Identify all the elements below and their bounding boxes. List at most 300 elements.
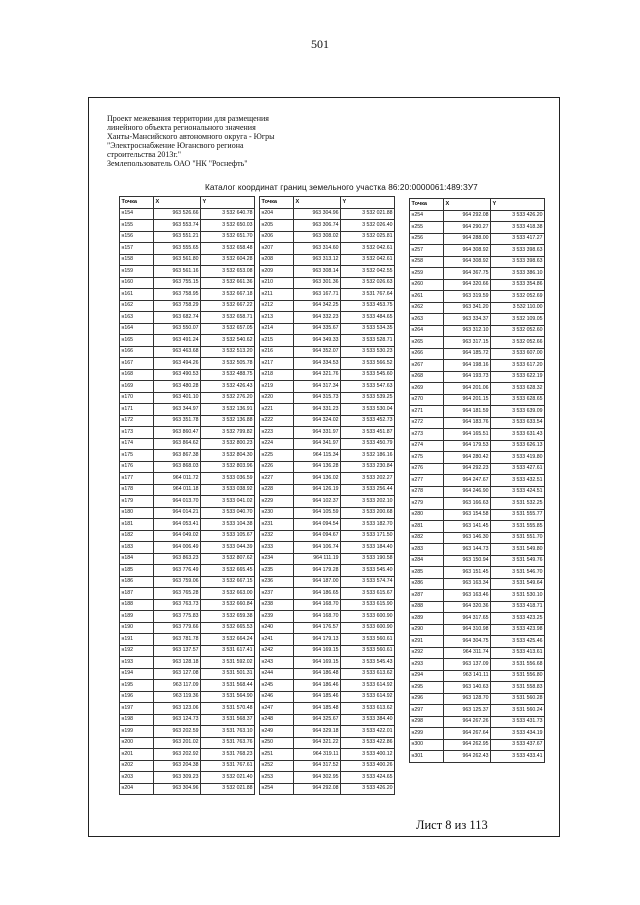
x-cell: 963 779.66 — [154, 622, 201, 634]
point-cell: н177 — [120, 473, 154, 485]
point-cell: н274 — [410, 440, 444, 452]
y-cell: 3 531 592.02 — [201, 657, 255, 669]
y-cell: 3 532 658.71 — [201, 312, 255, 324]
column-header: Y — [491, 199, 545, 211]
table-row — [260, 231, 395, 243]
point-cell: н254 — [260, 783, 294, 795]
table-row — [410, 394, 545, 406]
y-cell: 3 533 417.27 — [491, 233, 545, 245]
y-cell: 3 533 614.92 — [341, 680, 395, 692]
point-cell: н176 — [120, 461, 154, 473]
column-header: Y — [201, 197, 255, 209]
point-cell: н256 — [410, 233, 444, 245]
y-cell: 3 532 488.75 — [201, 369, 255, 381]
table-row — [260, 783, 395, 795]
x-cell: 964 332.23 — [294, 312, 341, 324]
x-cell: 963 308.02 — [294, 231, 341, 243]
point-cell: н192 — [120, 645, 154, 657]
x-cell: 963 344.97 — [154, 404, 201, 416]
point-cell: н227 — [260, 473, 294, 485]
y-cell: 3 532 665.45 — [201, 565, 255, 577]
point-cell: н170 — [120, 392, 154, 404]
y-cell: 3 532 804.30 — [201, 450, 255, 462]
point-cell: н267 — [410, 360, 444, 372]
table-row — [410, 337, 545, 349]
y-cell: 3 533 534.35 — [341, 323, 395, 335]
table-row — [260, 737, 395, 749]
table-row — [410, 705, 545, 717]
table-row — [120, 335, 255, 347]
x-cell: 964 179.13 — [294, 634, 341, 646]
point-cell: н161 — [120, 289, 154, 301]
y-cell: 3 533 613.62 — [341, 703, 395, 715]
table-row — [120, 622, 255, 634]
x-cell: 963 758.29 — [154, 300, 201, 312]
point-cell: н218 — [260, 369, 294, 381]
y-cell: 3 532 659.38 — [201, 611, 255, 623]
table-header-row — [120, 197, 255, 209]
table-row — [410, 291, 545, 303]
point-cell: н189 — [120, 611, 154, 623]
point-cell: н179 — [120, 496, 154, 508]
table-row — [260, 346, 395, 358]
table-row — [410, 417, 545, 429]
y-cell: 3 532 025.81 — [341, 231, 395, 243]
x-cell: 964 310.98 — [444, 624, 491, 636]
y-cell: 3 533 419.80 — [491, 452, 545, 464]
x-cell: 964 094.67 — [294, 530, 341, 542]
point-cell: н264 — [410, 325, 444, 337]
point-cell: н268 — [410, 371, 444, 383]
table-row — [260, 450, 395, 462]
point-cell: н162 — [120, 300, 154, 312]
x-cell: 964 321.76 — [294, 369, 341, 381]
point-cell: н171 — [120, 404, 154, 416]
x-cell: 963 146.30 — [444, 532, 491, 544]
y-cell: 3 532 799.82 — [201, 427, 255, 439]
y-cell: 3 533 426.20 — [341, 783, 395, 795]
x-cell: 964 183.76 — [444, 417, 491, 429]
point-cell: н253 — [260, 772, 294, 784]
point-cell: н217 — [260, 358, 294, 370]
point-cell: н265 — [410, 337, 444, 349]
table-row — [120, 346, 255, 358]
table-row — [410, 601, 545, 613]
x-cell: 964 011.18 — [154, 484, 201, 496]
y-cell: 3 533 427.61 — [491, 463, 545, 475]
point-cell: н241 — [260, 634, 294, 646]
y-cell: 3 533 530.23 — [341, 346, 395, 358]
point-cell: н198 — [120, 714, 154, 726]
x-cell: 963 868.03 — [154, 461, 201, 473]
x-cell: 964 341.97 — [294, 438, 341, 450]
point-cell: н207 — [260, 243, 294, 255]
point-cell: н283 — [410, 544, 444, 556]
y-cell: 3 532 021.40 — [201, 772, 255, 784]
x-cell: 963 553.74 — [154, 220, 201, 232]
x-cell: 964 049.02 — [154, 530, 201, 542]
x-cell: 963 117.09 — [154, 680, 201, 692]
table-row — [410, 567, 545, 579]
table-row — [260, 588, 395, 600]
point-cell: н258 — [410, 256, 444, 268]
table-row — [120, 484, 255, 496]
point-cell: н230 — [260, 507, 294, 519]
y-cell: 3 533 639.09 — [491, 406, 545, 418]
y-cell: 3 531 564.90 — [201, 691, 255, 703]
point-cell: н280 — [410, 509, 444, 521]
table-row — [410, 751, 545, 763]
x-cell: 964 311.74 — [444, 647, 491, 659]
table-row — [120, 760, 255, 772]
y-cell: 3 531 560.28 — [491, 693, 545, 705]
y-cell: 3 532 042.61 — [341, 254, 395, 266]
y-cell: 3 533 044.39 — [201, 542, 255, 554]
point-cell: н184 — [120, 553, 154, 565]
y-cell: 3 533 105.67 — [201, 530, 255, 542]
x-cell: 963 550.07 — [154, 323, 201, 335]
x-cell: 963 128.70 — [444, 693, 491, 705]
x-cell: 963 334.37 — [444, 314, 491, 326]
x-cell: 964 325.67 — [294, 714, 341, 726]
x-cell: 963 864.62 — [154, 438, 201, 450]
table-row — [120, 266, 255, 278]
x-cell: 963 163.34 — [444, 578, 491, 590]
point-cell: н232 — [260, 530, 294, 542]
x-cell: 963 526.66 — [154, 208, 201, 220]
point-cell: н296 — [410, 693, 444, 705]
y-cell: 3 532 276.20 — [201, 392, 255, 404]
x-cell: 964 320.66 — [444, 279, 491, 291]
x-cell: 963 775.83 — [154, 611, 201, 623]
y-cell: 3 533 422.01 — [341, 726, 395, 738]
y-cell: 3 533 545.40 — [341, 565, 395, 577]
point-cell: н243 — [260, 657, 294, 669]
y-cell: 3 533 423.98 — [491, 624, 545, 636]
x-cell: 963 128.18 — [154, 657, 201, 669]
x-cell: 964 014.21 — [154, 507, 201, 519]
y-cell: 3 533 432.51 — [491, 475, 545, 487]
table-row — [120, 634, 255, 646]
x-cell: 964 320.36 — [444, 601, 491, 613]
y-cell: 3 533 622.19 — [491, 371, 545, 383]
column-header: X — [154, 197, 201, 209]
y-cell: 3 533 539.25 — [341, 392, 395, 404]
point-cell: н156 — [120, 231, 154, 243]
y-cell: 3 532 653.08 — [201, 266, 255, 278]
y-cell: 3 533 104.38 — [201, 519, 255, 531]
y-cell: 3 531 556.68 — [491, 659, 545, 671]
point-cell: н216 — [260, 346, 294, 358]
y-cell: 3 533 451.87 — [341, 427, 395, 439]
x-cell: 964 262.95 — [444, 739, 491, 751]
table-row — [120, 220, 255, 232]
x-cell: 963 480.28 — [154, 381, 201, 393]
y-cell: 3 533 617.20 — [491, 360, 545, 372]
table-row — [120, 289, 255, 301]
table-row — [120, 461, 255, 473]
y-cell: 3 533 547.63 — [341, 381, 395, 393]
x-cell: 963 309.23 — [154, 772, 201, 784]
x-cell: 964 317.34 — [294, 381, 341, 393]
x-cell: 964 342.25 — [294, 300, 341, 312]
point-cell: н222 — [260, 415, 294, 427]
x-cell: 964 179.53 — [444, 440, 491, 452]
y-cell: 3 531 555.85 — [491, 521, 545, 533]
y-cell: 3 531 556.80 — [491, 670, 545, 682]
x-cell: 963 555.65 — [154, 243, 201, 255]
x-cell: 964 324.02 — [294, 415, 341, 427]
y-cell: 3 533 256.44 — [341, 484, 395, 496]
y-cell: 3 532 807.62 — [201, 553, 255, 565]
point-cell: н209 — [260, 266, 294, 278]
x-cell: 963 202.92 — [154, 749, 201, 761]
y-cell: 3 531 549.76 — [491, 555, 545, 567]
point-cell: н300 — [410, 739, 444, 751]
table-row — [410, 532, 545, 544]
table-row — [260, 611, 395, 623]
table-row — [410, 256, 545, 268]
y-cell: 3 533 433.41 — [491, 751, 545, 763]
x-cell: 964 187.00 — [294, 576, 341, 588]
point-cell: н291 — [410, 636, 444, 648]
column-header: Y — [341, 197, 395, 209]
point-cell: н244 — [260, 668, 294, 680]
x-cell: 964 304.75 — [444, 636, 491, 648]
y-cell: 3 533 437.67 — [491, 739, 545, 751]
point-cell: н195 — [120, 680, 154, 692]
point-cell: н248 — [260, 714, 294, 726]
table-row — [120, 415, 255, 427]
point-cell: н223 — [260, 427, 294, 439]
x-cell: 963 301.36 — [294, 277, 341, 289]
y-cell: 3 531 555.77 — [491, 509, 545, 521]
y-cell: 3 533 530.04 — [341, 404, 395, 416]
y-cell: 3 532 667.18 — [201, 289, 255, 301]
x-cell: 963 304.96 — [154, 783, 201, 795]
x-cell: 964 176.57 — [294, 622, 341, 634]
point-cell: н186 — [120, 576, 154, 588]
point-cell: н250 — [260, 737, 294, 749]
point-cell: н201 — [120, 749, 154, 761]
table-row — [120, 507, 255, 519]
table-row — [260, 323, 395, 335]
x-cell: 963 140.63 — [444, 682, 491, 694]
y-cell: 3 533 566.52 — [341, 358, 395, 370]
y-cell: 3 532 186.16 — [341, 450, 395, 462]
x-cell: 963 463.68 — [154, 346, 201, 358]
x-cell: 963 119.36 — [154, 691, 201, 703]
point-cell: н193 — [120, 657, 154, 669]
y-cell: 3 531 549.80 — [491, 544, 545, 556]
point-cell: н270 — [410, 394, 444, 406]
y-cell: 3 531 570.48 — [201, 703, 255, 715]
x-cell: 964 165.51 — [444, 429, 491, 441]
header-line: Проект межевания территории для размещения — [107, 114, 269, 123]
table-row — [120, 450, 255, 462]
point-cell: н293 — [410, 659, 444, 671]
point-cell: н185 — [120, 565, 154, 577]
x-cell: 963 306.74 — [294, 220, 341, 232]
x-cell: 964 292.08 — [444, 210, 491, 222]
y-cell: 3 532 110.00 — [491, 302, 545, 314]
point-cell: н235 — [260, 565, 294, 577]
table-row — [120, 599, 255, 611]
x-cell: 963 561.16 — [154, 266, 201, 278]
y-cell: 3 533 400.26 — [341, 760, 395, 772]
table-header-row — [410, 199, 545, 211]
sheet-label: Лист 8 из 113 — [416, 818, 488, 832]
x-cell: 964 335.67 — [294, 323, 341, 335]
point-cell: н212 — [260, 300, 294, 312]
y-cell: 3 533 200.68 — [341, 507, 395, 519]
point-cell: н266 — [410, 348, 444, 360]
table-row — [410, 498, 545, 510]
coordinates-table-1 — [119, 196, 255, 795]
y-cell: 3 533 040.70 — [201, 507, 255, 519]
y-cell: 3 531 530.10 — [491, 590, 545, 602]
table-row — [260, 530, 395, 542]
x-cell: 964 349.33 — [294, 335, 341, 347]
y-cell: 3 533 631.43 — [491, 429, 545, 441]
x-cell: 963 867.38 — [154, 450, 201, 462]
y-cell: 3 533 418.38 — [491, 222, 545, 234]
point-cell: н213 — [260, 312, 294, 324]
column-header: X — [294, 197, 341, 209]
y-cell: 3 533 384.40 — [341, 714, 395, 726]
point-cell: н211 — [260, 289, 294, 301]
y-cell: 3 532 136.91 — [201, 404, 255, 416]
y-cell: 3 533 398.63 — [491, 256, 545, 268]
point-cell: н167 — [120, 358, 154, 370]
point-cell: н221 — [260, 404, 294, 416]
table-header-row — [260, 197, 395, 209]
table-row — [410, 475, 545, 487]
point-cell: н240 — [260, 622, 294, 634]
table-row — [410, 636, 545, 648]
x-cell: 964 105.59 — [294, 507, 341, 519]
y-cell: 3 533 425.46 — [491, 636, 545, 648]
table-row — [410, 521, 545, 533]
point-cell: н245 — [260, 680, 294, 692]
point-cell: н233 — [260, 542, 294, 554]
table-row — [120, 208, 255, 220]
table-row — [410, 716, 545, 728]
table-row — [260, 335, 395, 347]
y-cell: 3 532 667.15 — [201, 576, 255, 588]
x-cell: 963 167.71 — [294, 289, 341, 301]
x-cell: 964 280.42 — [444, 452, 491, 464]
header-line: Землепользователь ОАО "НК "Роснефть" — [107, 159, 248, 168]
x-cell: 963 494.26 — [154, 358, 201, 370]
point-cell: н225 — [260, 450, 294, 462]
x-cell: 964 136.02 — [294, 473, 341, 485]
point-cell: н251 — [260, 749, 294, 761]
y-cell: 3 532 665.53 — [201, 622, 255, 634]
point-cell: н249 — [260, 726, 294, 738]
x-cell: 964 267.26 — [444, 716, 491, 728]
y-cell: 3 533 560.61 — [341, 645, 395, 657]
x-cell: 964 302.95 — [294, 772, 341, 784]
x-cell: 963 144.73 — [444, 544, 491, 556]
point-cell: н182 — [120, 530, 154, 542]
point-cell: н158 — [120, 254, 154, 266]
y-cell: 3 531 767.64 — [341, 289, 395, 301]
table-row — [410, 371, 545, 383]
x-cell: 963 351.78 — [154, 415, 201, 427]
point-cell: н287 — [410, 590, 444, 602]
x-cell: 963 312.10 — [444, 325, 491, 337]
point-cell: н277 — [410, 475, 444, 487]
point-cell: н234 — [260, 553, 294, 565]
x-cell: 963 141.11 — [444, 670, 491, 682]
y-cell: 3 533 560.61 — [341, 634, 395, 646]
catalog-title: Каталог координат границ земельного участка 86:20:0000061:489:ЗУ7 — [205, 183, 478, 192]
x-cell: 963 313.12 — [294, 254, 341, 266]
point-cell: н272 — [410, 417, 444, 429]
table-row — [410, 693, 545, 705]
y-cell: 3 533 607.00 — [491, 348, 545, 360]
table-row — [410, 406, 545, 418]
x-cell: 964 319.11 — [294, 749, 341, 761]
point-cell: н254 — [410, 210, 444, 222]
y-cell: 3 533 038.92 — [201, 484, 255, 496]
x-cell: 963 201.02 — [154, 737, 201, 749]
y-cell: 3 533 190.58 — [341, 553, 395, 565]
x-cell: 963 124.73 — [154, 714, 201, 726]
table-row — [260, 599, 395, 611]
y-cell: 3 533 423.25 — [491, 613, 545, 625]
table-row — [120, 703, 255, 715]
point-cell: н239 — [260, 611, 294, 623]
table-row — [410, 670, 545, 682]
table-row — [260, 358, 395, 370]
point-cell: н204 — [120, 783, 154, 795]
table-row — [120, 300, 255, 312]
x-cell: 964 321.22 — [294, 737, 341, 749]
y-cell: 3 533 434.19 — [491, 728, 545, 740]
x-cell: 963 127.08 — [154, 668, 201, 680]
point-cell: н155 — [120, 220, 154, 232]
x-cell: 963 123.06 — [154, 703, 201, 715]
x-cell: 964 185.72 — [444, 348, 491, 360]
point-cell: н205 — [260, 220, 294, 232]
table-row — [260, 634, 395, 646]
point-cell: н166 — [120, 346, 154, 358]
y-cell: 3 533 422.86 — [341, 737, 395, 749]
table-row — [260, 208, 395, 220]
x-cell: 964 094.54 — [294, 519, 341, 531]
point-cell: н301 — [410, 751, 444, 763]
y-cell: 3 533 574.74 — [341, 576, 395, 588]
x-cell: 964 006.49 — [154, 542, 201, 554]
x-cell: 964 013.70 — [154, 496, 201, 508]
y-cell: 3 532 664.24 — [201, 634, 255, 646]
y-cell: 3 532 800.23 — [201, 438, 255, 450]
header-line: линейного объекта регионального значения — [107, 123, 256, 132]
table-row — [260, 565, 395, 577]
table-row — [120, 576, 255, 588]
point-cell: н292 — [410, 647, 444, 659]
table-row — [120, 381, 255, 393]
table-row — [120, 668, 255, 680]
table-row — [260, 277, 395, 289]
x-cell: 964 136.28 — [294, 461, 341, 473]
y-cell: 3 533 413.61 — [491, 647, 545, 659]
point-cell: н180 — [120, 507, 154, 519]
table-row — [260, 714, 395, 726]
table-row — [410, 739, 545, 751]
